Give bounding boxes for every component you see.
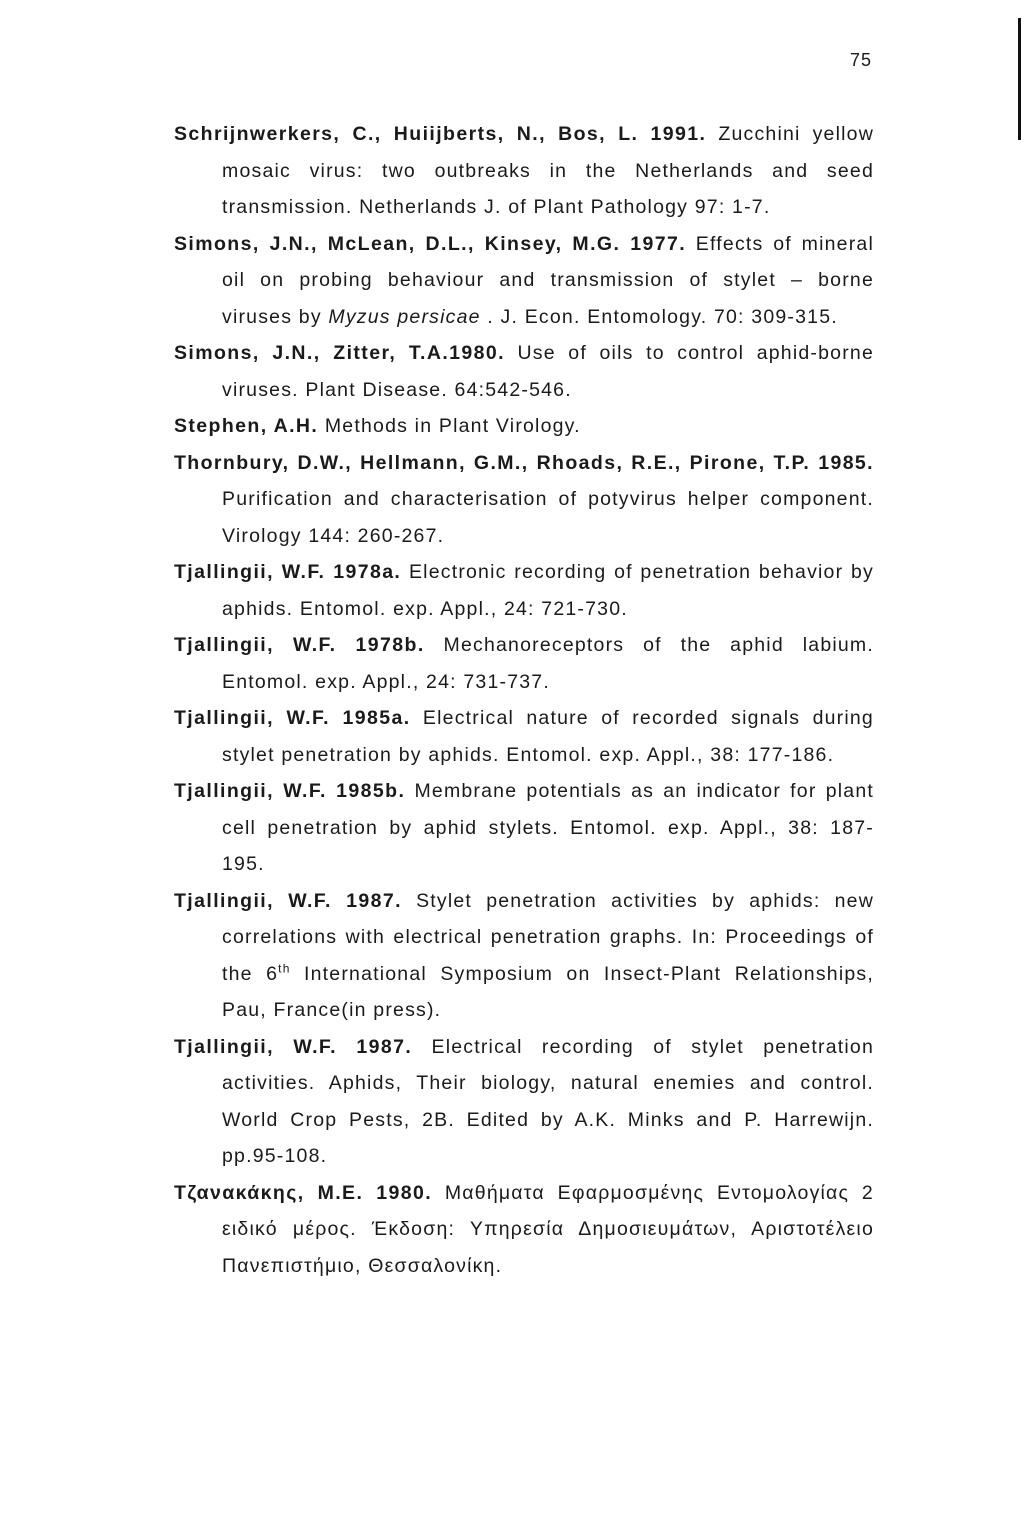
reference-text: Stylet penetration activities by aphids: new correlations with electrical penetration graphs. In: Proceedings of the 6 xyxy=(222,889,874,985)
reference-text: Electrical recording of stylet penetration activities. Aphids, Their biology, natural enemies and control. World Crop Pests, 2B. Edited by A.K. Minks and P. Harrewijn. pp.95-108. xyxy=(222,1035,874,1167)
reference-item xyxy=(174,408,874,445)
reference-item xyxy=(174,445,874,555)
reference-item xyxy=(174,627,874,700)
species-name: Myzus persicae xyxy=(328,305,481,328)
reference-item xyxy=(174,554,874,627)
reference-text-after: International Symposium on Insect-Plant Relationships, Pau, France(in press). xyxy=(222,962,874,1021)
reference-text: Effects of mineral oil on probing behaviour and transmission of stylet – borne viruses by xyxy=(222,232,874,328)
reference-authors: Tjallingii, W.F. 1985a. xyxy=(174,707,411,729)
reference-text: Zucchini yellow mosaic virus: two outbreaks in the Netherlands and seed transmission. Netherlands J. of Plant Pathology 97: 1-7. xyxy=(222,123,874,218)
reference-authors: Simons, J.N., Zitter, T.A.1980. xyxy=(174,342,505,364)
page-number: 75 xyxy=(850,50,873,70)
reference-item xyxy=(174,883,874,1029)
reference-list xyxy=(174,116,874,1284)
reference-item xyxy=(174,335,874,408)
reference-text: Electrical nature of recorded signals during stylet penetration by aphids. Entomol. exp. Appl., 38: 177-186. xyxy=(222,707,874,766)
reference-authors: Tjallingii, W.F. 1985b. xyxy=(174,780,406,802)
reference-authors: Thornbury, D.W., Hellmann, G.M., Rhoads, R.E., Pirone, T.P. 1985. xyxy=(174,451,874,474)
reference-item xyxy=(174,116,874,226)
scan-edge-line xyxy=(1018,18,1021,140)
reference-text: Membrane potentials as an indicator for plant cell penetration by aphid stylets. Entomol. exp. Appl., 38: 187-195. xyxy=(222,780,874,875)
reference-text: Μαθήματα Εφαρμοσμένης Εντομολογίας 2 ειδικό μέρος. Έκδοση: Υπηρεσία Δημοσιευμάτων, Αριστοτέλειο Πανεπιστήμιο, Θεσσαλονίκη. xyxy=(222,1181,874,1277)
ordinal-superscript: th xyxy=(278,961,291,975)
reference-authors: Schrijnwerkers, C., Huiijberts, N., Bos, L. 1991. xyxy=(174,123,707,145)
reference-authors: Tjallingii, W.F. 1987. xyxy=(174,889,402,912)
reference-authors: Τζανακάκης, Μ.Ε. 1980. xyxy=(174,1181,433,1204)
reference-authors: Tjallingii, W.F. 1978b. xyxy=(174,634,425,656)
reference-item xyxy=(174,1029,874,1175)
reference-item xyxy=(174,773,874,883)
reference-authors: Stephen, A.H. xyxy=(174,415,319,437)
reference-authors: Tjallingii, W.F. 1987. xyxy=(174,1035,413,1058)
reference-text: Purification and characterisation of potyvirus helper component. Virology 144: 260-267. xyxy=(222,488,874,547)
reference-text-after: . J. Econ. Entomology. 70: 309-315. xyxy=(480,305,838,328)
reference-text: Mechanoreceptors of the aphid labium. Entomol. exp. Appl., 24: 731-737. xyxy=(222,634,874,693)
reference-text: Methods in Plant Virology. xyxy=(318,415,581,437)
reference-authors: Simons, J.N., McLean, D.L., Kinsey, M.G. 1977. xyxy=(174,232,687,255)
reference-text: Electronic recording of penetration behavior by aphids. Entomol. exp. Appl., 24: 721-730. xyxy=(222,561,874,620)
reference-item xyxy=(174,700,874,773)
reference-text: Use of oils to control aphid-borne viruses. Plant Disease. 64:542-546. xyxy=(222,342,874,401)
reference-item xyxy=(174,1175,874,1285)
reference-authors: Tjallingii, W.F. 1978a. xyxy=(174,561,402,583)
reference-item xyxy=(174,226,874,336)
